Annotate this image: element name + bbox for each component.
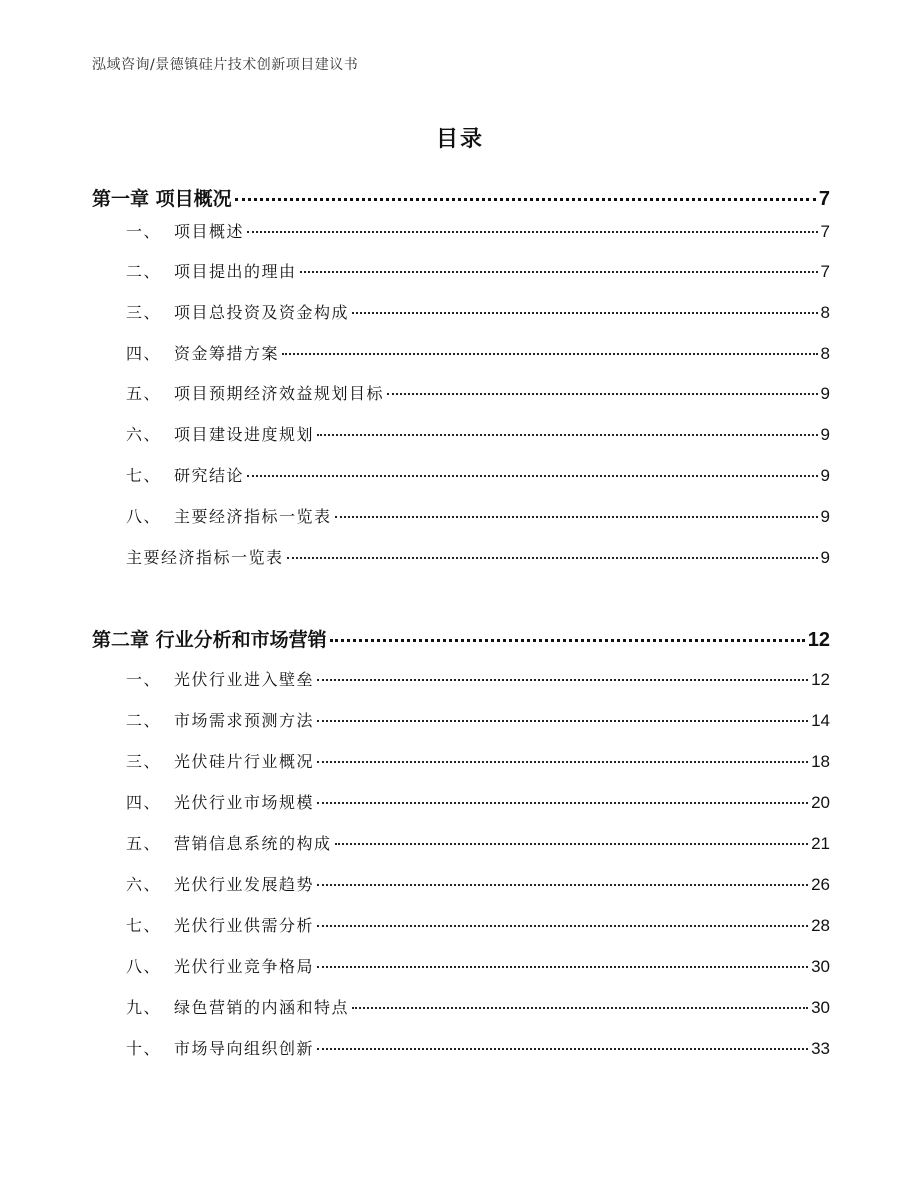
toc-section-number: 一、 — [126, 222, 162, 241]
toc-page-number: 9 — [820, 425, 830, 444]
toc-leader-dots — [317, 1048, 808, 1050]
toc-page-number: 20 — [811, 793, 830, 812]
toc-page-number: 9 — [820, 507, 830, 526]
toc-section-number: 六、 — [126, 425, 162, 444]
toc-entry-label — [126, 545, 284, 568]
toc-page-number: 7 — [820, 222, 830, 241]
toc-title: 目录 — [435, 127, 484, 152]
toc-page-number: 8 — [820, 303, 830, 322]
toc-section-number: 八、 — [126, 507, 162, 526]
toc-section-title: 绿色营销的内涵和特点 — [174, 998, 350, 1017]
toc-leader-dots — [317, 802, 808, 804]
toc-entry-label — [126, 1036, 314, 1059]
toc-entry-label — [126, 995, 349, 1018]
toc-leader-dots — [317, 966, 808, 968]
toc-page-number: 26 — [811, 875, 830, 894]
toc-section-title: 研究结论 — [174, 466, 245, 485]
toc-section-row[interactable] — [126, 954, 830, 977]
toc-entry-label — [126, 913, 314, 936]
toc-leader-dots — [317, 720, 808, 722]
toc-leader-dots — [317, 884, 808, 886]
toc-leader-dots — [387, 393, 818, 395]
toc-section-row[interactable] — [126, 381, 830, 404]
toc-leader-dots — [247, 231, 818, 233]
toc-section-number: 八、 — [126, 957, 162, 976]
toc-section-row[interactable] — [126, 749, 830, 772]
toc-section-title: 主要经济指标一览表 — [126, 548, 284, 567]
toc-section-title: 光伏硅片行业概况 — [174, 752, 315, 771]
toc-section-number: 五、 — [126, 384, 162, 403]
toc-section-number: 五、 — [126, 834, 162, 853]
toc-section-row[interactable] — [126, 422, 830, 445]
toc-section-row[interactable] — [126, 300, 830, 323]
toc-section-title: 光伏行业竞争格局 — [174, 957, 315, 976]
toc-entry-label — [126, 872, 314, 895]
toc-section-row[interactable] — [126, 708, 830, 731]
toc-entry-label — [126, 790, 314, 813]
toc-section-number: 十、 — [126, 1039, 162, 1058]
toc-chapter-row[interactable] — [92, 184, 830, 211]
toc-section-number: 六、 — [126, 875, 162, 894]
toc-entry-label — [126, 708, 314, 731]
toc-leader-dots — [317, 679, 808, 681]
toc-leader-dots — [317, 925, 808, 927]
toc-section-title: 主要经济指标一览表 — [174, 507, 332, 526]
toc-entry-label — [126, 667, 314, 690]
toc-page-number: 12 — [811, 670, 830, 689]
toc-section-number: 三、 — [126, 303, 162, 322]
toc-section-row[interactable] — [126, 872, 830, 895]
toc-entry-label — [126, 504, 332, 527]
toc-section-number: 三、 — [126, 752, 162, 771]
toc-page-number: 14 — [811, 711, 830, 730]
toc-page-number: 30 — [811, 998, 830, 1017]
toc-leader-dots — [287, 557, 818, 559]
toc-chapter-title: 第二章 行业分析和市场营销 — [92, 629, 327, 651]
toc-section-title: 项目建设进度规划 — [174, 425, 315, 444]
toc-leader-dots — [317, 434, 818, 436]
toc-page-number: 18 — [811, 752, 830, 771]
toc-section-number: 四、 — [126, 344, 162, 363]
toc-section-row[interactable] — [126, 504, 830, 527]
toc-section-title: 项目概述 — [174, 222, 245, 241]
toc-section-number: 二、 — [126, 262, 162, 281]
toc-entry-label — [126, 219, 244, 242]
toc-section-title: 项目总投资及资金构成 — [174, 303, 350, 322]
toc-section-number: 九、 — [126, 998, 162, 1017]
toc-page-number: 12 — [807, 629, 830, 651]
toc-page-number: 8 — [820, 344, 830, 363]
toc-leader-dots — [235, 198, 816, 201]
toc-chapter-title: 第一章 项目概况 — [92, 188, 232, 210]
toc-entry-label — [126, 831, 332, 854]
toc-leader-dots — [335, 516, 818, 518]
toc-leader-dots — [335, 843, 809, 845]
toc-leader-dots — [247, 475, 818, 477]
toc-section-row[interactable] — [126, 995, 830, 1018]
toc-chapter-row[interactable] — [92, 625, 830, 652]
toc-page-number: 7 — [820, 262, 830, 281]
toc-entry-label — [126, 463, 244, 486]
toc-page-number: 7 — [818, 188, 830, 210]
toc-section-row[interactable] — [126, 1036, 830, 1059]
toc-entry-label — [126, 954, 314, 977]
toc-section-row[interactable] — [126, 259, 830, 282]
toc-section-row[interactable] — [126, 341, 830, 364]
toc-section-row[interactable] — [126, 219, 830, 242]
toc-section-number: 一、 — [126, 670, 162, 689]
toc-section-number: 七、 — [126, 466, 162, 485]
toc-page-number: 9 — [820, 548, 830, 567]
toc-section-title: 市场需求预测方法 — [174, 711, 315, 730]
toc-section-number: 二、 — [126, 711, 162, 730]
toc-section-title: 光伏行业进入壁垒 — [174, 670, 315, 689]
toc-section-number: 七、 — [126, 916, 162, 935]
toc-section-row[interactable] — [126, 831, 830, 854]
toc-leader-dots — [282, 353, 818, 355]
toc-section-title: 项目预期经济效益规划目标 — [174, 384, 385, 403]
toc-entry-label — [92, 184, 232, 211]
toc-entry-label — [126, 381, 384, 404]
toc-section-title: 市场导向组织创新 — [174, 1039, 315, 1058]
toc-section-number: 四、 — [126, 793, 162, 812]
toc-leader-dots — [330, 639, 805, 642]
toc-section-title: 光伏行业供需分析 — [174, 916, 315, 935]
document-header: 泓域咨询/景德镇硅片技术创新项目建议书 — [92, 57, 359, 73]
toc-leader-dots — [317, 761, 808, 763]
toc-leader-dots — [300, 271, 818, 273]
toc-leader-dots — [352, 1007, 808, 1009]
toc-section-row[interactable] — [126, 790, 830, 813]
toc-entry-label — [126, 422, 314, 445]
toc-page-number: 9 — [820, 466, 830, 485]
toc-page-number: 33 — [811, 1039, 830, 1058]
toc-section-row[interactable] — [126, 545, 830, 568]
toc-section-title: 资金筹措方案 — [174, 344, 280, 363]
toc-page-number: 28 — [811, 916, 830, 935]
toc-section-title: 项目提出的理由 — [174, 262, 297, 281]
toc-entry-label — [126, 341, 279, 364]
toc-page-number: 30 — [811, 957, 830, 976]
toc-entry-label — [126, 300, 349, 323]
toc-section-title: 光伏行业发展趋势 — [174, 875, 315, 894]
toc-section-title: 营销信息系统的构成 — [174, 834, 332, 853]
toc-leader-dots — [352, 312, 818, 314]
toc-page-number: 9 — [820, 384, 830, 403]
toc-section-title: 光伏行业市场规模 — [174, 793, 315, 812]
toc-section-row[interactable] — [126, 913, 830, 936]
toc-entry-label — [126, 259, 297, 282]
toc-section-row[interactable] — [126, 463, 830, 486]
toc-entry-label — [92, 625, 327, 652]
toc-page-number: 21 — [811, 834, 830, 853]
toc-entry-label — [126, 749, 314, 772]
toc-section-row[interactable] — [126, 667, 830, 690]
